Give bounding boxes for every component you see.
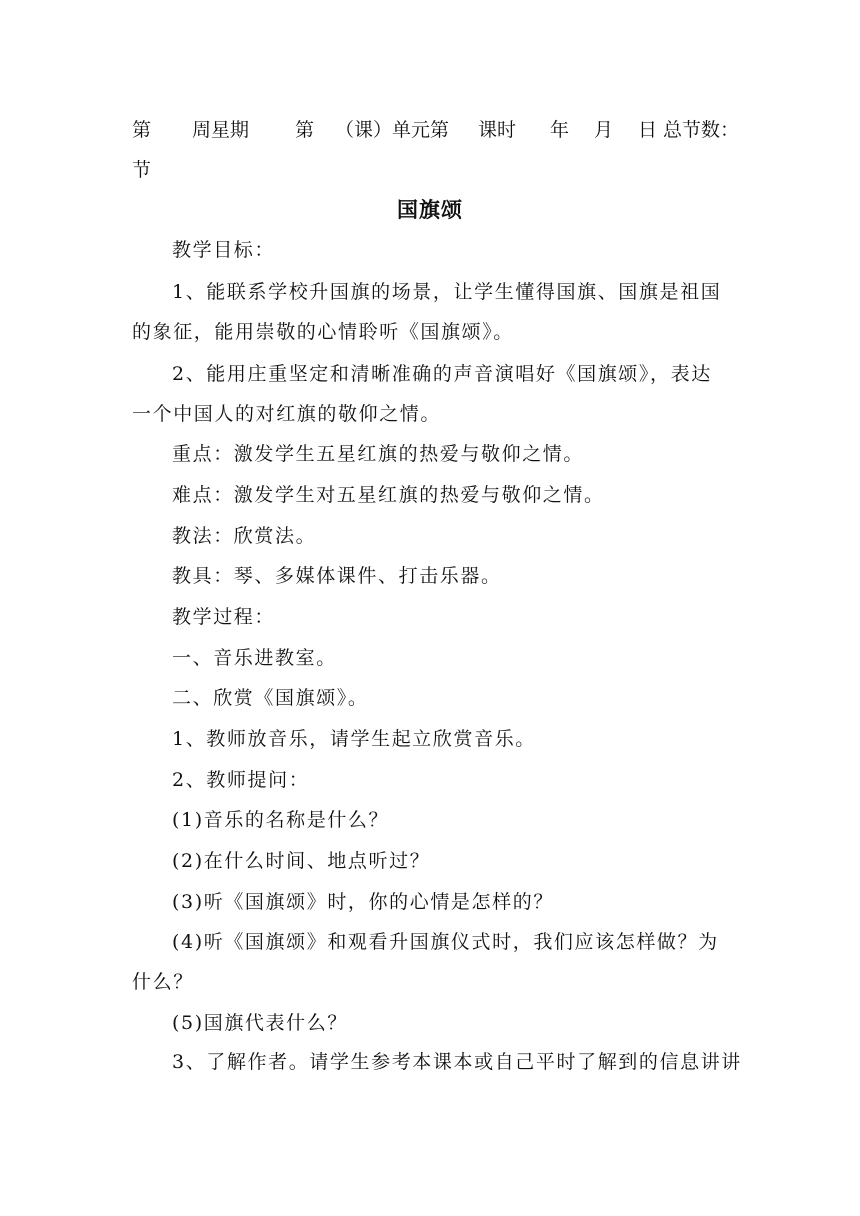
teaching-tools: 教具：琴、多媒体课件、打击乐器。 [172, 565, 502, 587]
step-1: 一、音乐进教室。 [172, 647, 337, 669]
question-4: (4)听《国旗颂》和观看升国旗仪式时，我们应该怎样做？为什么？ [132, 931, 719, 993]
process-heading: 教学过程： [172, 606, 276, 628]
objective-2: 2、能用庄重坚定和清晰准确的声音演唱好《国旗颂》，表达一个中国人的对红旗的敬仰之情。 [132, 363, 712, 425]
difficulty: 难点：激发学生对五星红旗的热爱与敬仰之情。 [172, 484, 605, 506]
header-continuation: 节 [132, 159, 152, 181]
step-2: 二、欣赏《国旗颂》。 [172, 687, 369, 709]
header-unit-prefix: 第 [295, 119, 315, 141]
question-5: (5)国旗代表什么？ [172, 1012, 348, 1034]
question-2: (2)在什么时间、地点听过？ [172, 850, 431, 872]
question-1: (1)音乐的名称是什么？ [172, 809, 390, 831]
sub-step-1: 1、教师放音乐，请学生起立欣赏音乐。 [172, 728, 536, 750]
page-title: 国旗颂 [397, 198, 463, 222]
header-unit-label: （课）单元第 [335, 119, 450, 141]
header-period-label: 课时 [478, 119, 517, 141]
objectives-heading: 教学目标： [172, 239, 276, 261]
sub-step-3: 3、了解作者。请学生参考本课本或自己平时了解到的信息讲讲 [172, 1051, 742, 1073]
teaching-method: 教法：欣赏法。 [172, 525, 317, 547]
sub-step-2: 2、教师提问： [172, 769, 310, 791]
objective-1: 1、能联系学校升国旗的场景，让学生懂得国旗、国旗是祖国的象征，能用崇敬的心情聆听《国旗颂》。 [132, 281, 722, 343]
header-day-total-label: 日 总节数： [638, 119, 740, 141]
header-year-label: 年 [550, 119, 570, 141]
key-point: 重点：激发学生五星红旗的热爱与敬仰之情。 [172, 443, 585, 465]
header-month-label: 月 [594, 119, 614, 141]
question-3: (3)听《国旗颂》时，你的心情是怎样的？ [172, 891, 554, 913]
header-weekday-label: 周星期 [192, 119, 250, 141]
header-week-label: 第 [132, 119, 152, 141]
